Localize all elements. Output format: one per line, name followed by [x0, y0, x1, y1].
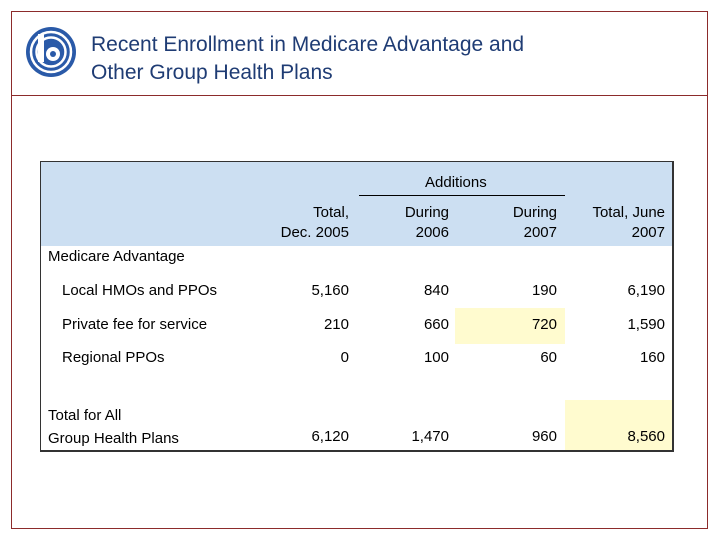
row-label-regional-ppos: Regional PPOs	[62, 349, 165, 366]
cell-total-dec-2005: 6,120	[311, 428, 349, 445]
col-header-total-june-2007: Total, June 2007	[592, 204, 665, 241]
row-label-total: Total for All Group Health Plans	[48, 407, 179, 447]
cell-regional-ppos-june-2007: 160	[639, 349, 665, 366]
additions-header: Additions	[425, 174, 487, 191]
cell-total-june-2007: 8,560	[627, 428, 665, 445]
cell-private-fee-june-2007: 1,590	[627, 316, 665, 333]
cell-local-hmos-2007: 190	[531, 282, 557, 299]
title-line-2: Other Group Health Plans	[91, 61, 333, 84]
slide-title	[91, 31, 671, 87]
cell-local-hmos-june-2007: 6,190	[627, 282, 665, 299]
section-label-medicare-advantage: Medicare Advantage	[48, 248, 185, 265]
cell-private-fee-2007: 720	[531, 316, 557, 333]
cell-total-2007: 960	[531, 428, 557, 445]
row-label-private-fee: Private fee for service	[62, 316, 208, 333]
enrollment-table	[40, 161, 674, 452]
additions-rule	[359, 195, 565, 196]
circle-b-logo-icon	[25, 26, 77, 78]
col-header-during-2006: During 2006	[404, 204, 449, 241]
cell-regional-ppos-2006: 100	[423, 349, 449, 366]
cell-regional-ppos-2007: 60	[540, 349, 557, 366]
cell-total-2006: 1,470	[411, 428, 449, 445]
cell-private-fee-dec-2005: 210	[323, 316, 349, 333]
cell-regional-ppos-dec-2005: 0	[340, 349, 349, 366]
title-line-1: Recent Enrollment in Medicare Advantage and	[91, 33, 525, 56]
cell-private-fee-2006: 660	[423, 316, 449, 333]
row-label-local-hmos: Local HMOs and PPOs	[62, 282, 218, 299]
title-divider	[11, 95, 708, 96]
col-header-during-2007: During 2007	[512, 204, 557, 241]
cell-local-hmos-dec-2005: 5,160	[311, 282, 349, 299]
col-header-total-dec-2005: Total, Dec. 2005	[280, 204, 349, 241]
cell-local-hmos-2006: 840	[423, 282, 449, 299]
